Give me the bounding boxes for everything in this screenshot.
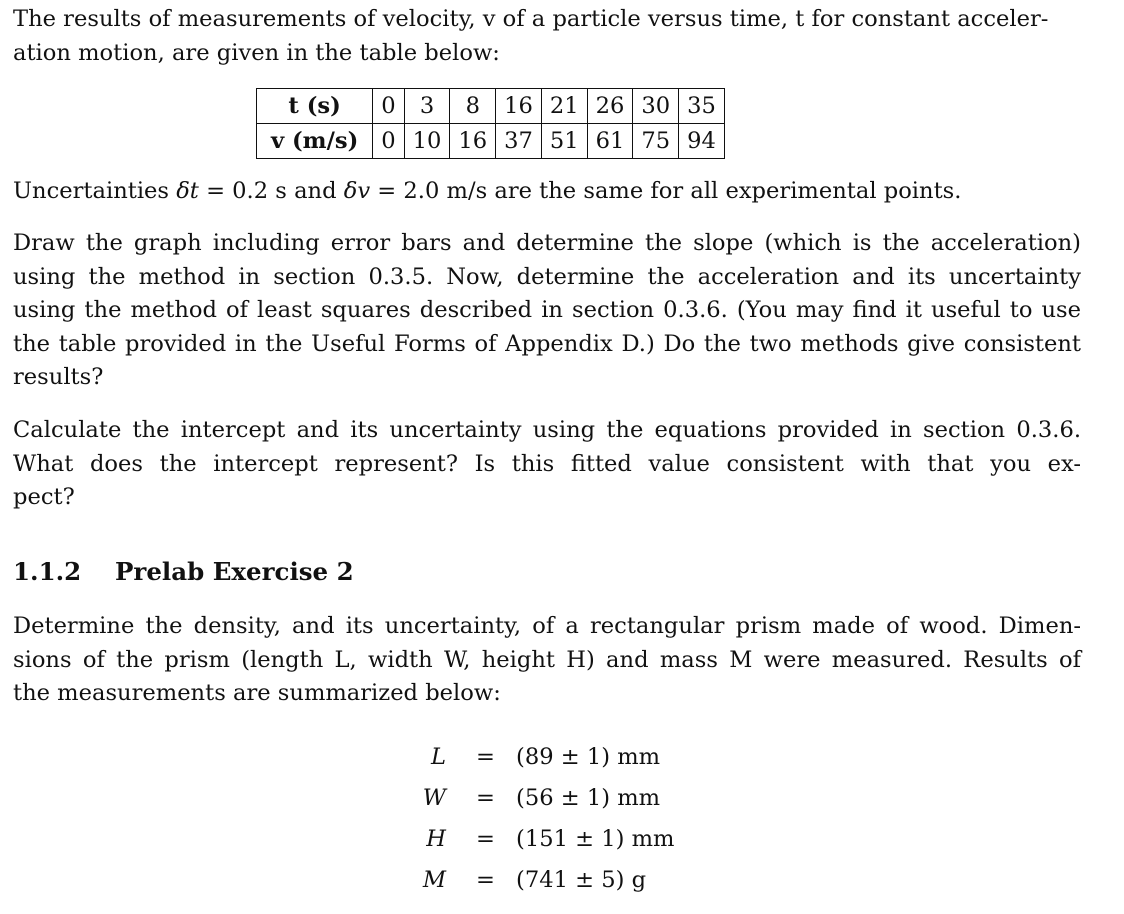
table-cell: 30 bbox=[633, 89, 679, 124]
section-heading bbox=[13, 555, 354, 589]
table-cell: 0 bbox=[373, 124, 404, 159]
table-cell: 51 bbox=[541, 124, 587, 159]
intercept-paragraph bbox=[13, 414, 1081, 515]
delta-t-symbol: δt bbox=[176, 178, 199, 204]
uncertainty-statement bbox=[13, 175, 961, 209]
table-cell: 16 bbox=[496, 89, 542, 124]
paragraph-line: What does the intercept represent? Is this fitted value consistent with that you ex- bbox=[13, 450, 1081, 477]
table-header-velocity: v (m/s) bbox=[257, 124, 373, 159]
table-cell: 26 bbox=[587, 89, 633, 124]
equation-variable: L bbox=[430, 744, 446, 770]
paragraph-line: sions of the prism (length L, width W, height H) and mass M were measured. Results of bbox=[13, 646, 1081, 673]
paragraph-line: Calculate the intercept and its uncertainty using the equations provided in section 0.3.6. bbox=[13, 417, 1081, 443]
delta-v-symbol: δv bbox=[343, 178, 371, 204]
table-cell: 3 bbox=[404, 89, 450, 124]
equation-value: (151 ± 1) mm bbox=[516, 826, 675, 852]
table-header-time: t (s) bbox=[257, 89, 373, 124]
paragraph-line: Determine the density, and its uncertainty, of a rectangular prism made of wood. Dimen- bbox=[13, 613, 1081, 639]
equation-variable: H bbox=[426, 826, 446, 852]
table-row-velocity bbox=[257, 124, 725, 159]
paragraph-line: using the method in section 0.3.5. Now, determine the acceleration and its uncertainty bbox=[13, 263, 1081, 290]
paragraph-line: Draw the graph including error bars and determine the slope (which is the acceleration) bbox=[13, 230, 1081, 256]
table-cell: 10 bbox=[404, 124, 450, 159]
equation-value: (56 ± 1) mm bbox=[516, 785, 661, 811]
equation-value: (741 ± 5) g bbox=[516, 867, 647, 893]
section-number: 1.1.2 bbox=[13, 557, 82, 586]
velocity-time-table bbox=[256, 88, 725, 159]
table-cell: 21 bbox=[541, 89, 587, 124]
equation-variable: M bbox=[422, 867, 446, 893]
table-row-time bbox=[257, 89, 725, 124]
paragraph-line: the measurements are summarized below: bbox=[13, 680, 501, 706]
uncertainty-prefix: Uncertainties bbox=[13, 178, 177, 204]
equals-sign: = bbox=[476, 867, 495, 893]
delta-t-value: = 0.2 s and bbox=[198, 178, 344, 204]
paragraph-line: using the method of least squares described in section 0.3.6. (You may find it useful to use bbox=[13, 297, 1081, 323]
equals-sign: = bbox=[476, 826, 495, 852]
intro-line-1: The results of measurements of velocity, v of a particle versus time, t for constant acceler- bbox=[13, 6, 1049, 32]
table-cell: 0 bbox=[373, 89, 404, 124]
graph-instructions-paragraph bbox=[13, 227, 1081, 395]
section-title: Prelab Exercise 2 bbox=[115, 557, 354, 586]
equals-sign: = bbox=[476, 744, 495, 770]
equation-variable: W bbox=[422, 785, 446, 811]
paragraph-line: results? bbox=[13, 364, 104, 390]
density-paragraph bbox=[13, 610, 1081, 711]
table-cell: 16 bbox=[450, 124, 496, 159]
equation-value: (89 ± 1) mm bbox=[516, 744, 661, 770]
table-cell: 75 bbox=[633, 124, 679, 159]
table-cell: 61 bbox=[587, 124, 633, 159]
equals-sign: = bbox=[476, 785, 495, 811]
paragraph-line: pect? bbox=[13, 484, 75, 510]
table-cell: 37 bbox=[496, 124, 542, 159]
table-cell: 8 bbox=[450, 89, 496, 124]
paragraph-line: the table provided in the Useful Forms of Appendix D.) Do the two methods give consistent bbox=[13, 330, 1081, 357]
table-cell: 35 bbox=[679, 89, 725, 124]
intro-line-2: ation motion, are given in the table below: bbox=[13, 40, 500, 66]
delta-v-value: = 2.0 m/s are the same for all experimental points. bbox=[370, 178, 962, 204]
table-cell: 94 bbox=[679, 124, 725, 159]
